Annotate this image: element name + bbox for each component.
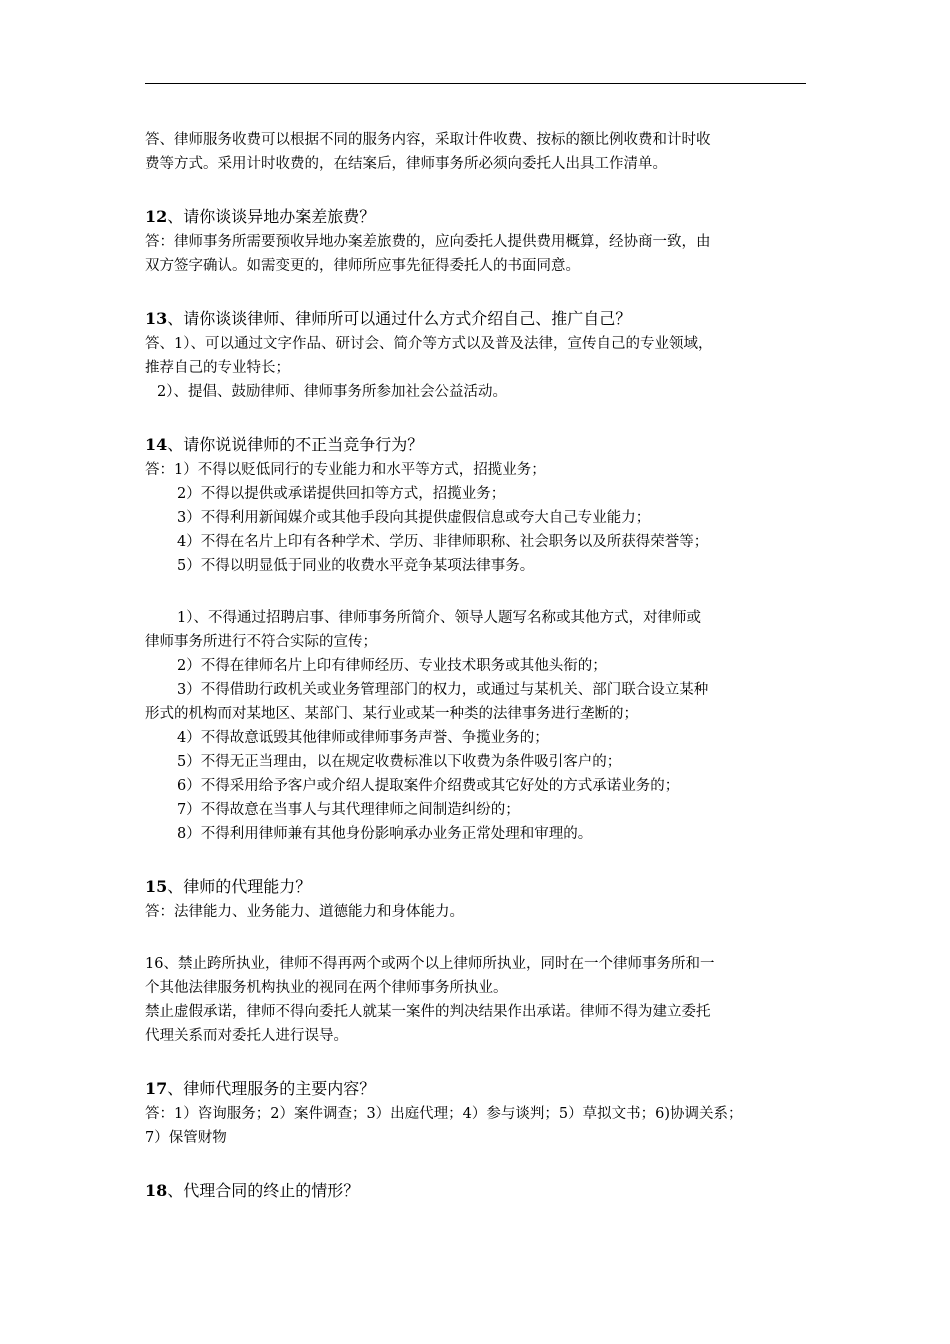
answer-14-item-3: 3）不得利用新闻媒介或其他手段向其提供虚假信息或夸大自己专业能力； bbox=[177, 510, 651, 526]
question-18 bbox=[145, 1178, 815, 1204]
answer-13-line-1: 答、1）、可以通过文字作品、研讨会、简介等方式以及普及法律，宣传自己的专业领域， bbox=[145, 336, 713, 352]
answer-14-first: 答：1）不得以贬低同行的专业能力和水平等方式，招揽业务； bbox=[145, 462, 546, 478]
question-13-number: 13 bbox=[145, 309, 168, 328]
header-rule bbox=[145, 83, 806, 84]
section-16-line-1: 16、禁止跨所执业，律师不得再两个或两个以上律师所执业，同时在一个律师事务所和一 bbox=[145, 956, 715, 972]
answer-13-line-3: 2）、提倡、鼓励律师、律师事务所参加社会公益活动。 bbox=[157, 384, 507, 400]
list2-item-4: 4）不得故意诋毁其他律师或律师事务声誉、争揽业务的； bbox=[177, 730, 549, 746]
list2-item-1-line-1: 1）、不得通过招聘启事、律师事务所简介、领导人题写名称或其他方式，对律师或 bbox=[177, 610, 701, 626]
question-13 bbox=[145, 306, 815, 332]
list2-item-7: 7）不得故意在当事人与其代理律师之间制造纠纷的； bbox=[177, 802, 520, 818]
question-15 bbox=[145, 874, 815, 900]
question-12 bbox=[145, 204, 815, 230]
answer-15: 答：法律能力、业务能力、道德能力和身体能力。 bbox=[145, 904, 464, 920]
question-15-number: 15 bbox=[145, 877, 168, 896]
list2-item-2: 2）不得在律师名片上印有律师经历、专业技术职务或其他头衔的； bbox=[177, 658, 607, 674]
answer-14-item-5: 5）不得以明显低于同业的收费水平竞争某项法律事务。 bbox=[177, 558, 535, 574]
question-15-text: 、律师的代理能力？ bbox=[167, 877, 312, 896]
list2-item-3-line-1: 3）不得借助行政机关或业务管理部门的权力，或通过与某机关、部门联合设立某种 bbox=[177, 682, 709, 698]
question-17-number: 17 bbox=[145, 1079, 168, 1098]
answer-17-line-2: 7）保管财物 bbox=[145, 1130, 227, 1146]
answer-11-line-2: 费等方式。采用计时收费的，在结案后，律师事务所必须向委托人出具工作清单。 bbox=[145, 156, 667, 172]
question-13-text: 、请你谈谈律师、律师所可以通过什么方式介绍自己、推广自己？ bbox=[167, 309, 632, 328]
question-12-number: 12 bbox=[145, 207, 168, 226]
answer-12-line-1: 答：律师事务所需要预收异地办案差旅费的，应向委托人提供费用概算，经协商一致，由 bbox=[145, 234, 711, 250]
list2-item-1-line-2: 律师事务所进行不符合实际的宣传； bbox=[145, 634, 377, 650]
answer-12-line-2: 双方签字确认。如需变更的，律师所应事先征得委托人的书面同意。 bbox=[145, 258, 580, 274]
document-body bbox=[145, 128, 815, 1204]
question-18-number: 18 bbox=[145, 1181, 168, 1200]
question-18-text: 、代理合同的终止的情形？ bbox=[167, 1181, 360, 1200]
section-16-line-4: 代理关系而对委托人进行误导。 bbox=[145, 1028, 348, 1044]
question-14-number: 14 bbox=[145, 435, 168, 454]
question-17 bbox=[145, 1076, 815, 1102]
section-16-line-3: 禁止虚假承诺，律师不得向委托人就某一案件的判决结果作出承诺。律师不得为建立委托 bbox=[145, 1004, 711, 1020]
answer-14-item-2: 2）不得以提供或承诺提供回扣等方式，招揽业务； bbox=[177, 486, 506, 502]
question-12-text: 、请你谈谈异地办案差旅费？ bbox=[167, 207, 376, 226]
list2-item-3-line-2: 形式的机构而对某地区、某部门、某行业或某一种类的法律事务进行垄断的； bbox=[145, 706, 638, 722]
question-17-text: 、律师代理服务的主要内容？ bbox=[167, 1079, 376, 1098]
question-14 bbox=[145, 432, 815, 458]
answer-13-line-2: 推荐自己的专业特长； bbox=[145, 360, 290, 376]
answer-14-item-4: 4）不得在名片上印有各种学术、学历、非律师职称、社会职务以及所获得荣誉等； bbox=[177, 534, 709, 550]
question-14-text: 、请你说说律师的不正当竞争行为？ bbox=[167, 435, 424, 454]
list2-item-8: 8）不得利用律师兼有其他身份影响承办业务正常处理和审理的。 bbox=[177, 826, 593, 842]
answer-11-line-1: 答、律师服务收费可以根据不同的服务内容，采取计件收费、按标的额比例收费和计时收 bbox=[145, 132, 711, 148]
answer-17-line-1: 答：1）咨询服务；2）案件调查；3）出庭代理；4）参与谈判；5）草拟文书；6)协调关系； bbox=[145, 1106, 743, 1122]
section-16-line-2: 个其他法律服务机构执业的视同在两个律师事务所执业。 bbox=[145, 980, 508, 996]
list2-item-5: 5）不得无正当理由，以在规定收费标准以下收费为条件吸引客户的； bbox=[177, 754, 622, 770]
list2-item-6: 6）不得采用给予客户或介绍人提取案件介绍费或其它好处的方式承诺业务的； bbox=[177, 778, 680, 794]
